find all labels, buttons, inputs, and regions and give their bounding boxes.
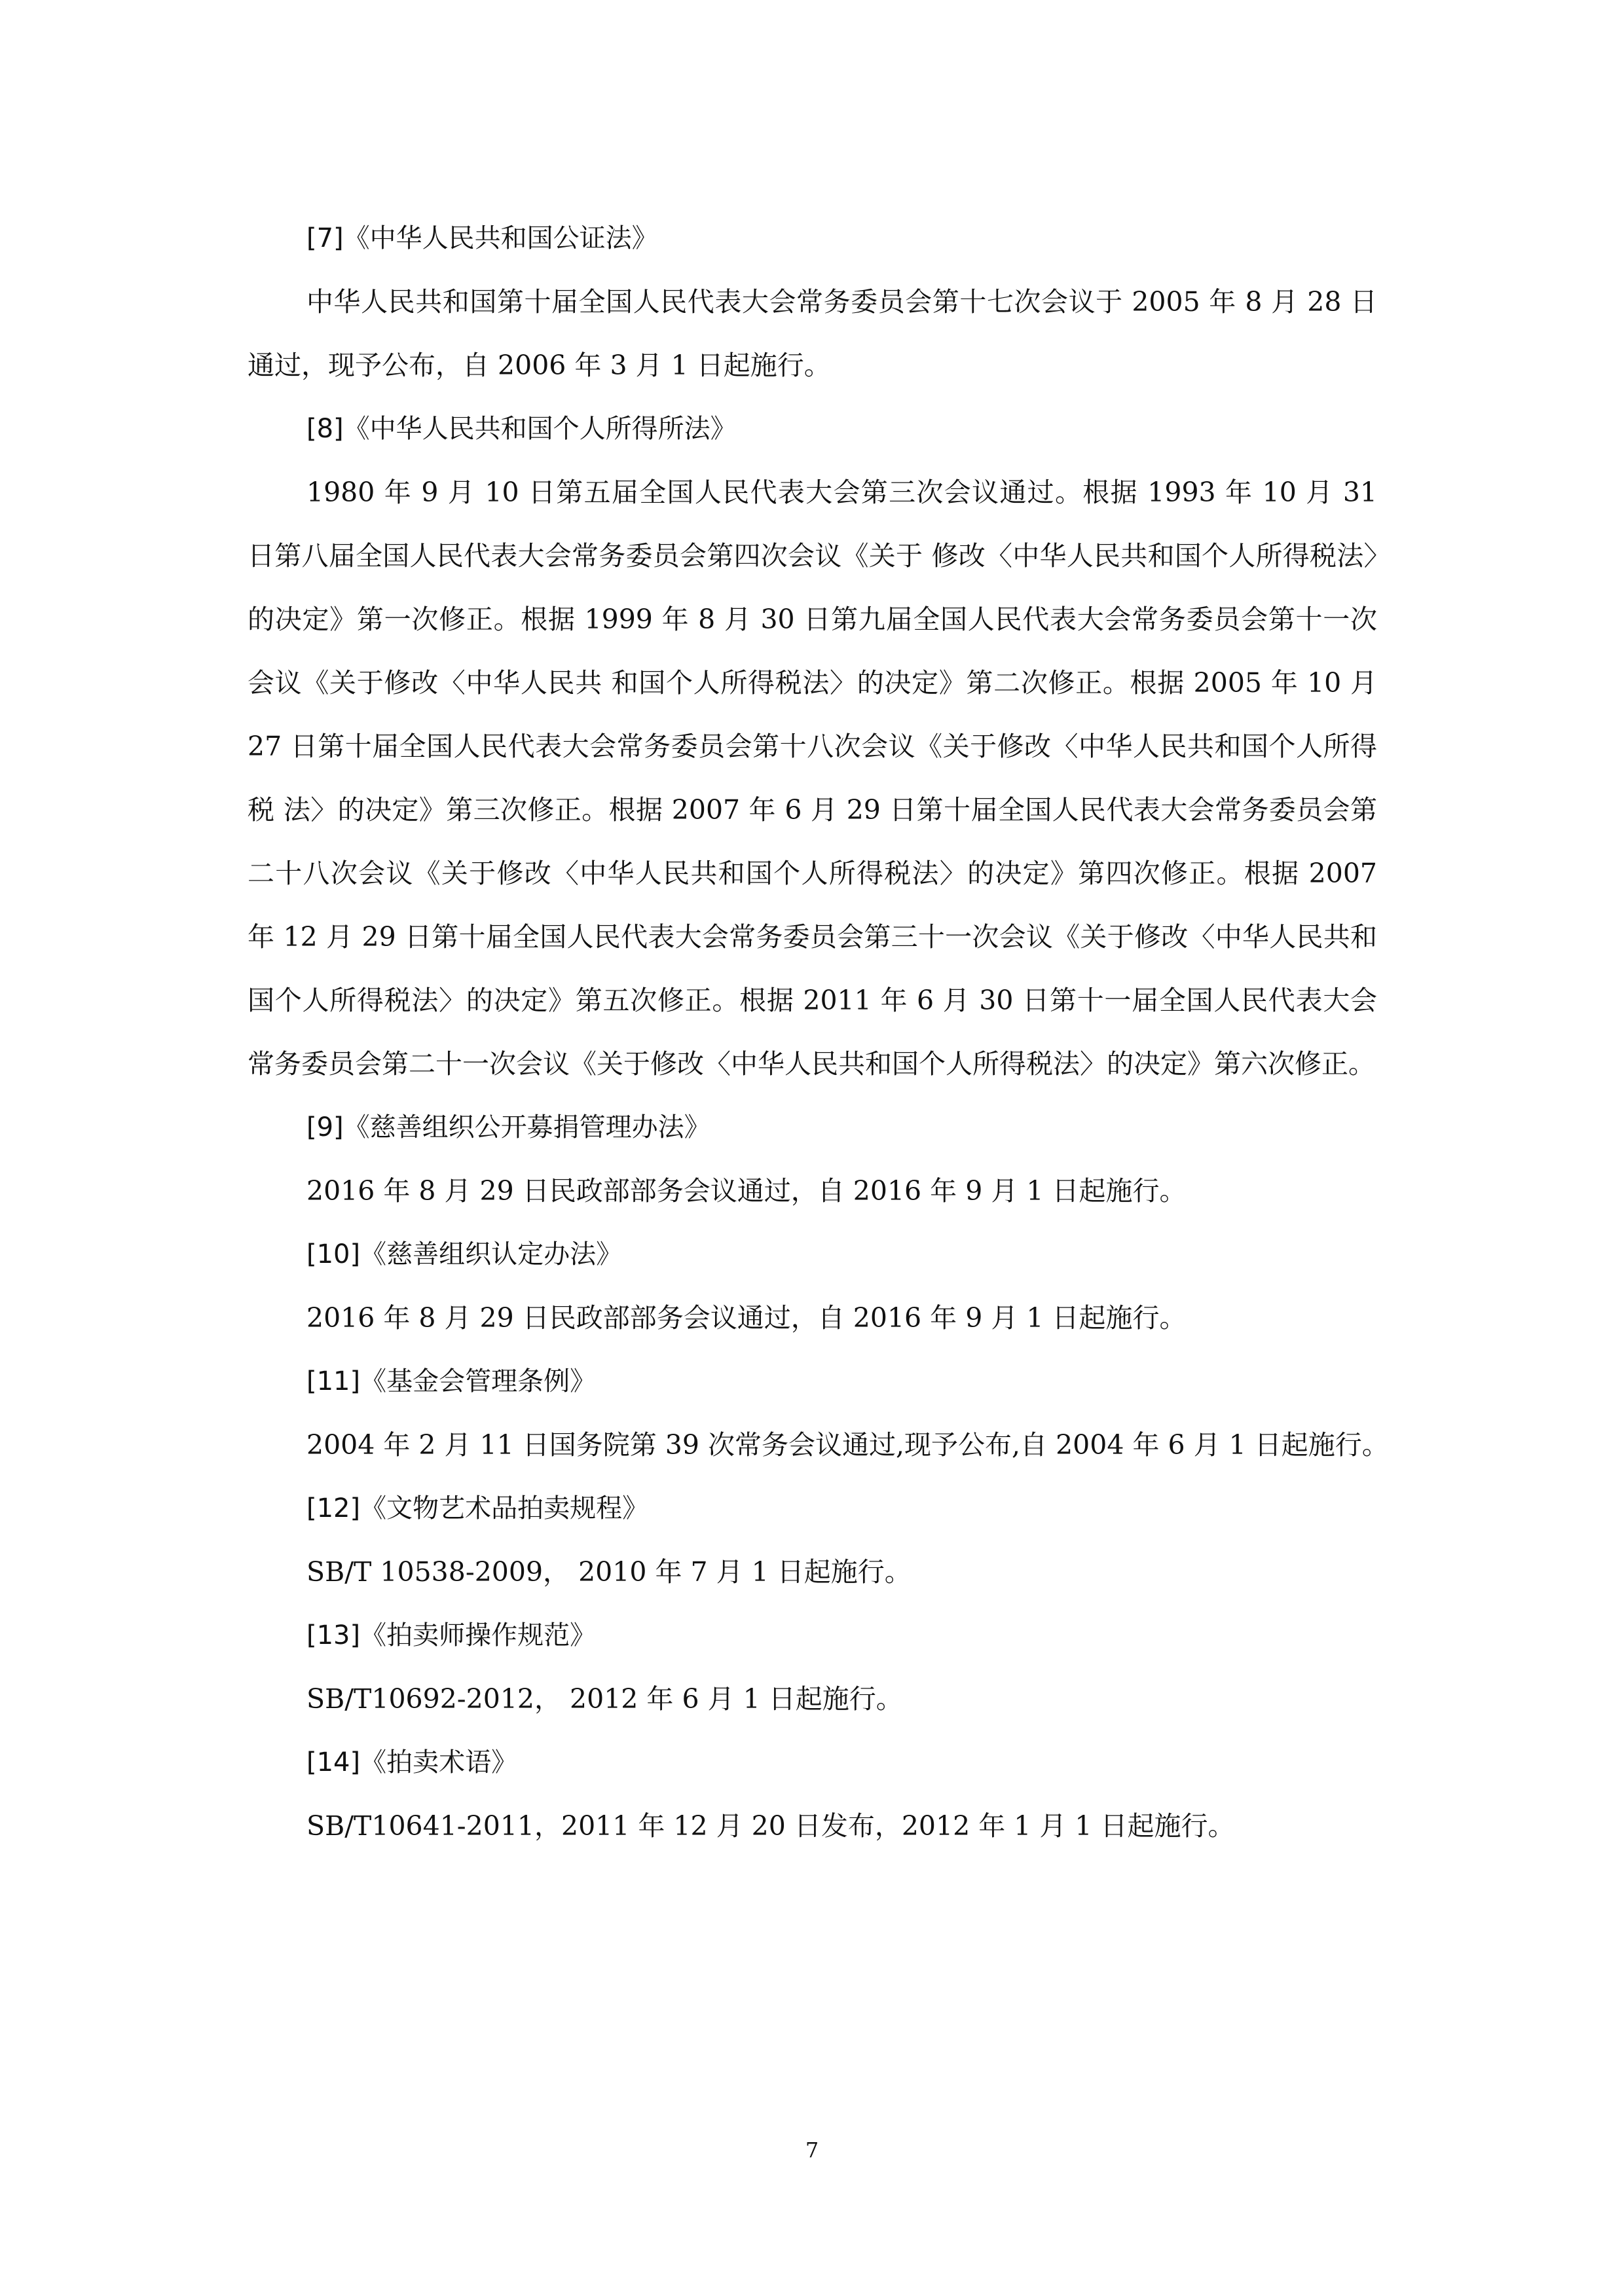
reference-entry-7 [248,207,1377,397]
reference-body: 2016 年 8 月 29 日民政部部务会议通过，自 2016 年 9 月 1 日起施行。 [306,1175,1187,1207]
reference-entry-11 [248,1350,1389,1477]
reference-body: SB/T 10538-2009， 2010 年 7 月 1 日起施行。 [306,1556,912,1588]
reference-entry-10 [248,1223,1377,1350]
reference-body: SB/T10692-2012， 2012 年 6 月 1 日起施行。 [306,1683,903,1715]
reference-heading: [14]《拍卖术语》 [306,1747,518,1777]
reference-heading: [9]《慈善组织公开募捐管理办法》 [306,1112,710,1142]
reference-body: 2004 年 2 月 11 日国务院第 39 次常务会议通过,现予公布,自 2004 年 6 月 1 日起施行。 [306,1429,1389,1461]
reference-entry-13 [248,1604,1377,1731]
reference-entry-9 [248,1096,1377,1223]
reference-entry-14 [248,1731,1377,1858]
reference-heading: [8]《中华人民共和国个人所得所法》 [306,414,737,444]
reference-heading: [12]《文物艺术品拍卖规程》 [306,1493,649,1523]
reference-entry-8 [248,397,1377,1096]
reference-list [248,207,1389,1858]
reference-heading: [10]《慈善组织认定办法》 [306,1239,623,1269]
reference-heading: [13]《拍卖师操作规范》 [306,1620,597,1650]
page-number: 7 [805,2138,819,2162]
reference-body: 1980 年 9 月 10 日第五届全国人民代表大会第三次会议通过。根据 1993 年 10 月 31 日第八届全国人民代表大会常务委员会第四次会议《关于 修改〈中华人民共和国个人所得税法〉的决定》第一次修正。根据 1999 年 8 月 30 日第九届全国人民代表大会常务委员会第十一次会议《关于修改〈中华人民共 和国个人所得税法〉的决定》第二次修正。根据 2005 年 10 月 27 日第十届全国人民代表大会常务委员会第十八次会议《关于修改〈中华人民共和国个人所得税 法〉的决定》第三次修正。根据 2007 年 6 月 29 日第十届全国人民代表大会常务委员会第二十八次会议《关于修改〈中华人民共和国个人所得税法〉的决定》第四次修正。根据 2007 年 12 月 29 日第十届全国人民代表大会常务委员会第三十一次会议《关于修改〈中华人民共和国个人所得税法〉的决定》第五次修正。根据 2011 年 6 月 30 日第十一届全国人民代表大会常务委员会第二十一次会议《关于修改〈中华人民共和国个人所得税法〉的决定》第六次修正。 [248,477,1377,1080]
reference-body: 中华人民共和国第十届全国人民代表大会常务委员会第十七次会议于 2005 年 8 月 28 日通过，现予公布，自 2006 年 3 月 1 日起施行。 [248,286,1377,381]
reference-body: SB/T10641-2011，2011 年 12 月 20 日发布，2012 年 1 月 1 日起施行。 [306,1810,1235,1842]
reference-heading: [7]《中华人民共和国公证法》 [306,223,658,253]
reference-heading: [11]《基金会管理条例》 [306,1366,597,1396]
reference-entry-12 [248,1477,1377,1604]
reference-body: 2016 年 8 月 29 日民政部部务会议通过，自 2016 年 9 月 1 日起施行。 [306,1302,1187,1334]
